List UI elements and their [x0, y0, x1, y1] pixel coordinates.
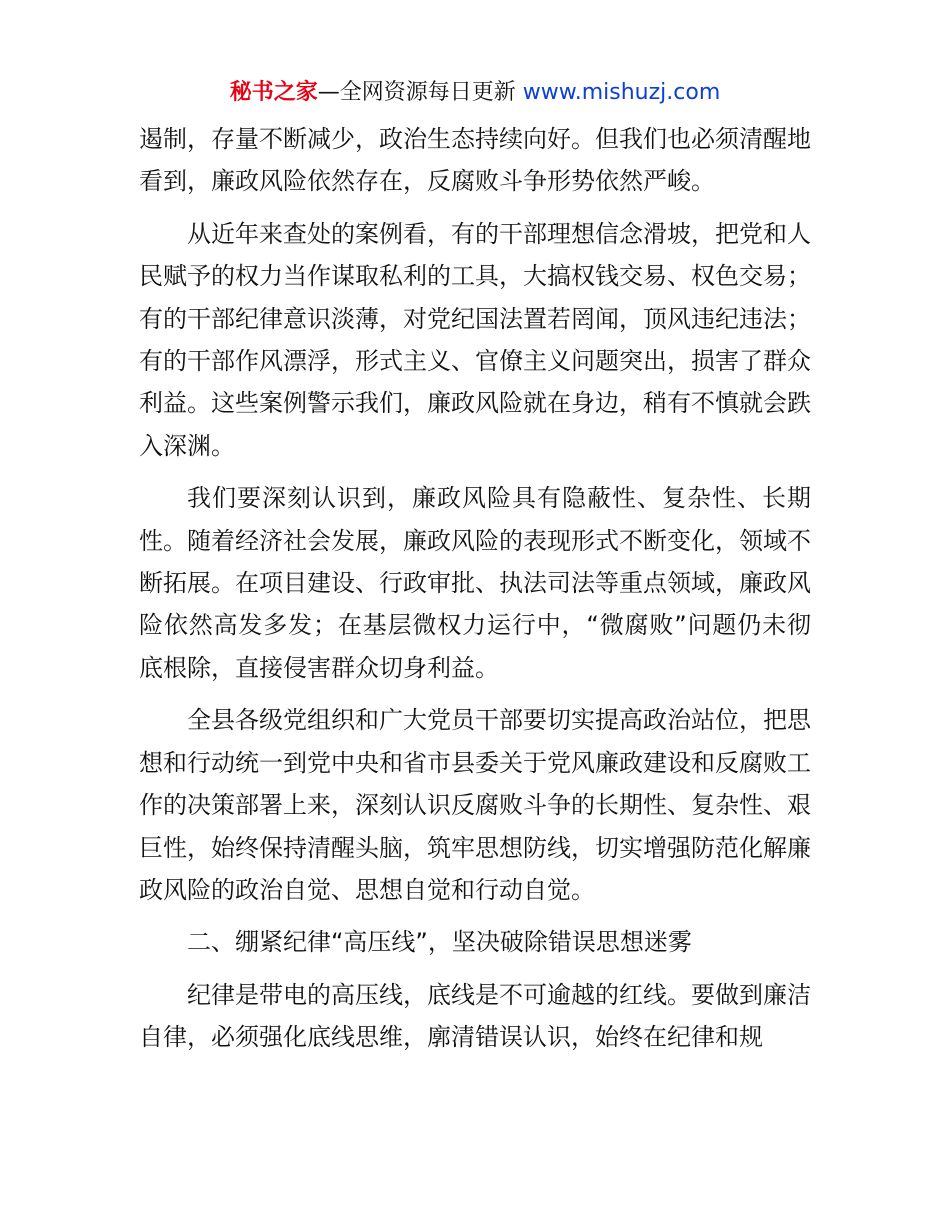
paragraph: 全县各级党组织和广大党员干部要切实提高政治站位，把思想和行动统一到党中央和省市县委关于党风廉政建设和反腐败工作的决策部署上来，深刻认识反腐败斗争的长期性、复杂性、艰巨性，始终保持清醒头脑，筑牢思想防线，切实增强防范化解廉政风险的政治自觉、思想自觉和行动自觉。	[139, 706, 811, 904]
site-header	[0, 76, 950, 110]
site-brand: 秘书之家	[229, 80, 318, 105]
section-heading: 二、绷紧纪律“高压线”，坚决破除错误思想迷雾	[187, 928, 692, 957]
paragraph: 纪律是带电的高压线，底线是不可逾越的红线。要做到廉洁自律，必须强化底线思维，廓清错误认识，始终在纪律和规	[139, 980, 811, 1052]
site-url-link[interactable]: www.mishuzj.com	[522, 80, 721, 105]
paragraph: 我们要深刻认识到，廉政风险具有隐蔽性、复杂性、长期性。随着经济社会发展，廉政风险的表现形式不断变化，领域不断拓展。在项目建设、行政审批、执法司法等重点领域，廉政风险依然高发多发；在基层微权力运行中，“微腐败”问题仍未彻底根除，直接侵害群众切身利益。	[139, 484, 811, 682]
paragraph-continuation: 遏制，存量不断减少，政治生态持续向好。但我们也必须清醒地看到，廉政风险依然存在，反腐败斗争形势依然严峻。	[139, 125, 811, 196]
paragraph: 从近年来查处的案例看，有的干部理想信念滑坡，把党和人民赋予的权力当作谋取私利的工具，大搞权钱交易、权色交易；有的干部纪律意识淡薄，对党纪国法置若罔闻，顶风违纪违法；有的干部作风漂浮，形式主义、官僚主义问题突出，损害了群众利益。这些案例警示我们，廉政风险就在身边，稍有不慎就会跌入深渊。	[139, 219, 811, 460]
site-tagline: —全网资源每日更新	[317, 80, 523, 105]
document-body	[139, 118, 811, 1069]
